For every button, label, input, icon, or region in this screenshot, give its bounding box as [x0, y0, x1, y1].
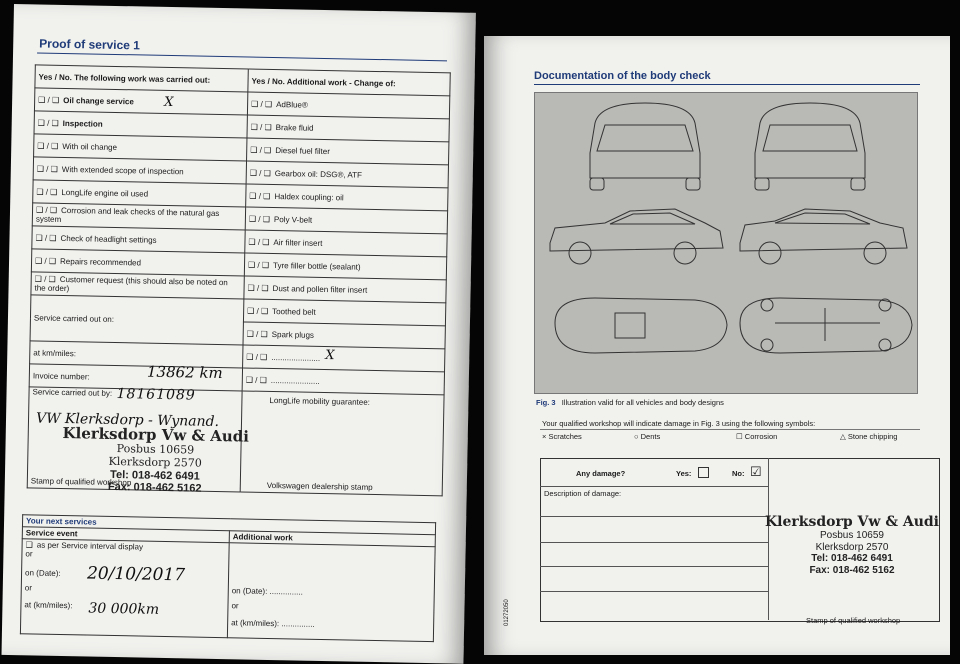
row-air-filter[interactable]: ❑ / ❑ Air filter insert	[245, 230, 447, 257]
stamp-label-right: Stamp of qualified workshop	[806, 616, 901, 625]
dealer-stamp-label: Volkswagen dealership stamp	[266, 480, 373, 492]
row-brake-fluid[interactable]: ❑ / ❑ Brake fluid	[247, 115, 449, 142]
hand-x-spark: X	[325, 348, 335, 364]
no-checkbox[interactable]: ☑	[750, 464, 762, 479]
service-by-cell[interactable]: Service carried out by: Stamp of qualified workshop	[27, 387, 242, 492]
description-label: Description of damage:	[544, 489, 622, 498]
next-services-table	[20, 514, 436, 642]
longlife-cell[interactable]: LongLife mobility guarantee: Volkswagen dealership stamp	[240, 391, 444, 496]
header-left: Yes / No. The following work was carried out:	[35, 65, 248, 92]
no-label: No:	[732, 469, 745, 478]
service-date-cell[interactable]: Service carried out on:	[30, 295, 244, 345]
row-adblue[interactable]: ❑ / ❑ AdBlue®	[247, 92, 449, 119]
row-toothed-belt[interactable]: ❑ / ❑ Toothed belt	[243, 299, 445, 326]
row-inspection[interactable]: ❑ / ❑ Inspection	[34, 111, 247, 138]
row-oil-change[interactable]: ❑ / ❑ Oil change service	[34, 88, 247, 115]
page-title: Proof of service 1	[39, 36, 141, 53]
row-poly-v-belt[interactable]: ❑ / ❑ Poly V-belt	[245, 207, 447, 234]
side-code: 01272050	[504, 599, 510, 626]
fig-caption: Fig. 3 Illustration valid for all vehicles and body designs	[536, 398, 724, 407]
any-damage-label: Any damage?	[576, 469, 626, 478]
row-spark-plugs[interactable]: ❑ / ❑ Spark plugs	[243, 322, 445, 349]
row-repairs[interactable]: ❑ / ❑ Repairs recommended	[31, 249, 244, 276]
row-haldex[interactable]: ❑ / ❑ Haldex coupling: oil	[246, 184, 448, 211]
row-corrosion-check[interactable]: ❑ / ❑ Corrosion and leak checks of the natural gas system	[32, 203, 245, 230]
car-diagram[interactable]	[534, 92, 918, 394]
body-check-title: Documentation of the body check	[534, 70, 711, 82]
symbol-dents: ○ Dents	[634, 432, 661, 441]
hand-x-oil: X	[163, 94, 174, 111]
invoice-cell[interactable]: Invoice number:	[29, 364, 242, 391]
car-outlines-icon	[535, 93, 917, 393]
hand-name: VW Klerksdorp - Wynand.	[35, 410, 220, 431]
row-blank-1[interactable]: ❑ / ❑ ......................	[243, 345, 445, 372]
row-blank-2[interactable]: ❑ / ❑ ......................	[242, 368, 444, 395]
next-additional-cell[interactable]: on (Date): ............... or at (km/miles): ...............	[227, 543, 435, 642]
row-longlife-oil[interactable]: ❑ / ❑ LongLife engine oil used	[33, 180, 246, 207]
hand-date: 20/10/2017	[86, 563, 186, 586]
row-headlight[interactable]: ❑ / ❑ Check of headlight settings	[32, 226, 245, 253]
row-extended-inspection[interactable]: ❑ / ❑ With extended scope of inspection	[33, 157, 246, 184]
left-page	[2, 4, 476, 664]
instruction-rule	[540, 429, 920, 430]
row-diesel-filter[interactable]: ❑ / ❑ Diesel fuel filter	[247, 138, 449, 165]
title-rule	[37, 52, 447, 61]
workshop-stamp-left: Klerksdorp Vw & Audi Posbus 10659 Klerksdorp 2570 Tel: 018-462 6491 Fax: 018-462 5162	[62, 424, 250, 495]
workshop-stamp-right: Klerksdorp Vw & Audi Posbus 10659 Klerksdorp 2570 Tel: 018-462 6491 Fax: 018-462 5162	[765, 514, 939, 576]
next-additional-header: Additional work	[229, 531, 435, 547]
row-tyre-filler[interactable]: ❑ / ❑ Tyre filler bottle (sealant)	[244, 253, 446, 280]
row-pollen-filter[interactable]: ❑ / ❑ Dust and pollen filter insert	[244, 276, 446, 303]
hand-km: 13862 km	[146, 362, 223, 383]
right-page	[484, 36, 950, 655]
next-service-cell[interactable]: ❑ as per Service interval display or on (Date): or at (km/miles):	[20, 539, 229, 638]
next-service-header: Service event	[22, 527, 229, 543]
symbol-scratches: × Scratches	[542, 432, 582, 441]
km-cell[interactable]: at km/miles:	[30, 341, 243, 368]
yes-checkbox[interactable]	[698, 467, 709, 478]
symbol-corrosion: ☐ Corrosion	[736, 432, 778, 441]
symbol-stone-chipping: △ Stone chipping	[840, 432, 898, 441]
row-gearbox-oil[interactable]: ❑ / ❑ Gearbox oil: DSG®, ATF	[246, 161, 448, 188]
header-right: Yes / No. Additional work - Change of:	[248, 69, 450, 96]
stamp-label: Stamp of qualified workshop	[30, 476, 132, 488]
row-with-oil-change[interactable]: ❑ / ❑ With oil change	[34, 134, 247, 161]
hand-invoice: 18161089	[116, 386, 196, 404]
yes-label: Yes:	[676, 469, 692, 478]
next-title: Your next services	[22, 515, 435, 535]
symbols-instruction: Your qualified workshop will indicate damage in Fig. 3 using the following symbols:	[542, 419, 816, 428]
row-customer-request[interactable]: ❑ / ❑ Customer request (this should also be noted on the order)	[31, 272, 244, 299]
hand-km2: 30 000km	[88, 600, 160, 618]
body-title-rule	[534, 84, 920, 85]
